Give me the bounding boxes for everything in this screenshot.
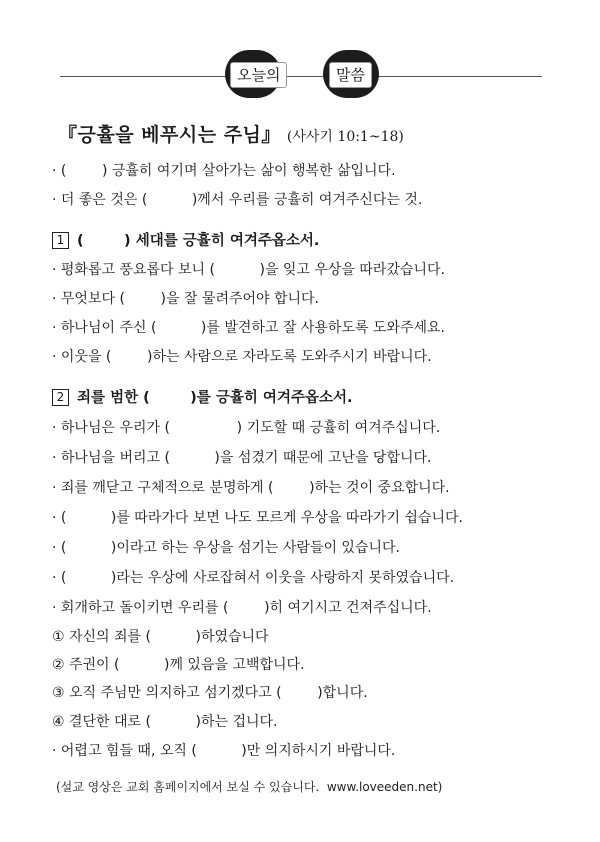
section2-item: · 회개하고 돌이키면 우리를 ( )히 여기시고 건져주십니다.	[52, 600, 432, 616]
section2-item: · 죄를 깨닫고 구체적으로 분명하게 ( )하는 것이 중요합니다.	[52, 480, 450, 496]
section2-item: · ( )를 따라가다 보면 나도 모르게 우상을 따라가기 쉽습니다.	[52, 510, 463, 526]
section2-step: ③ 오직 주님만 의지하고 섬기겠다고 ( )합니다.	[52, 685, 368, 701]
banner-label-right: 말씀	[329, 62, 372, 88]
section2-item: · 하나님은 우리가 ( ) 기도할 때 긍휼히 여겨주십니다.	[52, 420, 441, 436]
section2-number: 2	[52, 389, 69, 406]
section2-heading	[52, 388, 352, 408]
intro-line: · 더 좋은 것은 ( )께서 우리를 긍휼히 여겨주신다는 것.	[52, 192, 423, 208]
banner-label-left: 오늘의	[230, 62, 287, 88]
section1-item: · 하나님이 주신 ( )를 발견하고 잘 사용하도록 도와주세요.	[52, 320, 446, 336]
section1-item: · 이웃을 ( )하는 사람으로 자라도록 도와주시기 바랍니다.	[52, 349, 432, 365]
section1-number: 1	[52, 232, 69, 249]
section1-heading	[52, 231, 319, 251]
section1-item: · 무엇보다 ( )을 잘 물려주어야 합니다.	[52, 291, 320, 307]
section2-item: · ( )이라고 하는 우상을 섬기는 사람들이 있습니다.	[52, 540, 400, 556]
section2-step: ① 자신의 죄를 ( )하였습니다	[52, 629, 269, 645]
section2-step: ② 주권이 ( )께 있음을 고백합니다.	[52, 657, 305, 673]
section2-heading-text: 죄를 범한 ( )를 긍휼히 여겨주옵소서.	[72, 390, 353, 406]
section1-item: · 평화롭고 풍요롭다 보니 ( )을 잊고 우상을 따라갔습니다.	[52, 262, 446, 278]
section2-item: · 어렵고 힘들 때, 오직 ( )만 의지하시기 바랍니다.	[52, 743, 396, 759]
section1-heading-text: ( ) 세대를 긍휼히 여겨주옵소서.	[72, 233, 320, 249]
title-main: 『긍휼을 베푸시는 주님』	[58, 124, 281, 146]
intro-line: · ( ) 긍휼히 여기며 살아가는 삶이 행복한 삶입니다.	[52, 163, 396, 179]
footer-note: (설교 영상은 교회 홈페이지에서 보실 수 있습니다. www.loveeden.net)	[56, 780, 443, 794]
header-rule	[60, 76, 542, 77]
section2-item: · ( )라는 우상에 사로잡혀서 이웃을 사랑하지 못하였습니다.	[52, 570, 455, 586]
section2-item: · 하나님을 버리고 ( )을 섬겼기 때문에 고난을 당합니다.	[52, 450, 432, 466]
sermon-title	[58, 120, 404, 147]
section2-step: ④ 결단한 대로 ( )하는 겁니다.	[52, 714, 278, 730]
title-reference: (사사기 10:1~18)	[286, 129, 404, 145]
